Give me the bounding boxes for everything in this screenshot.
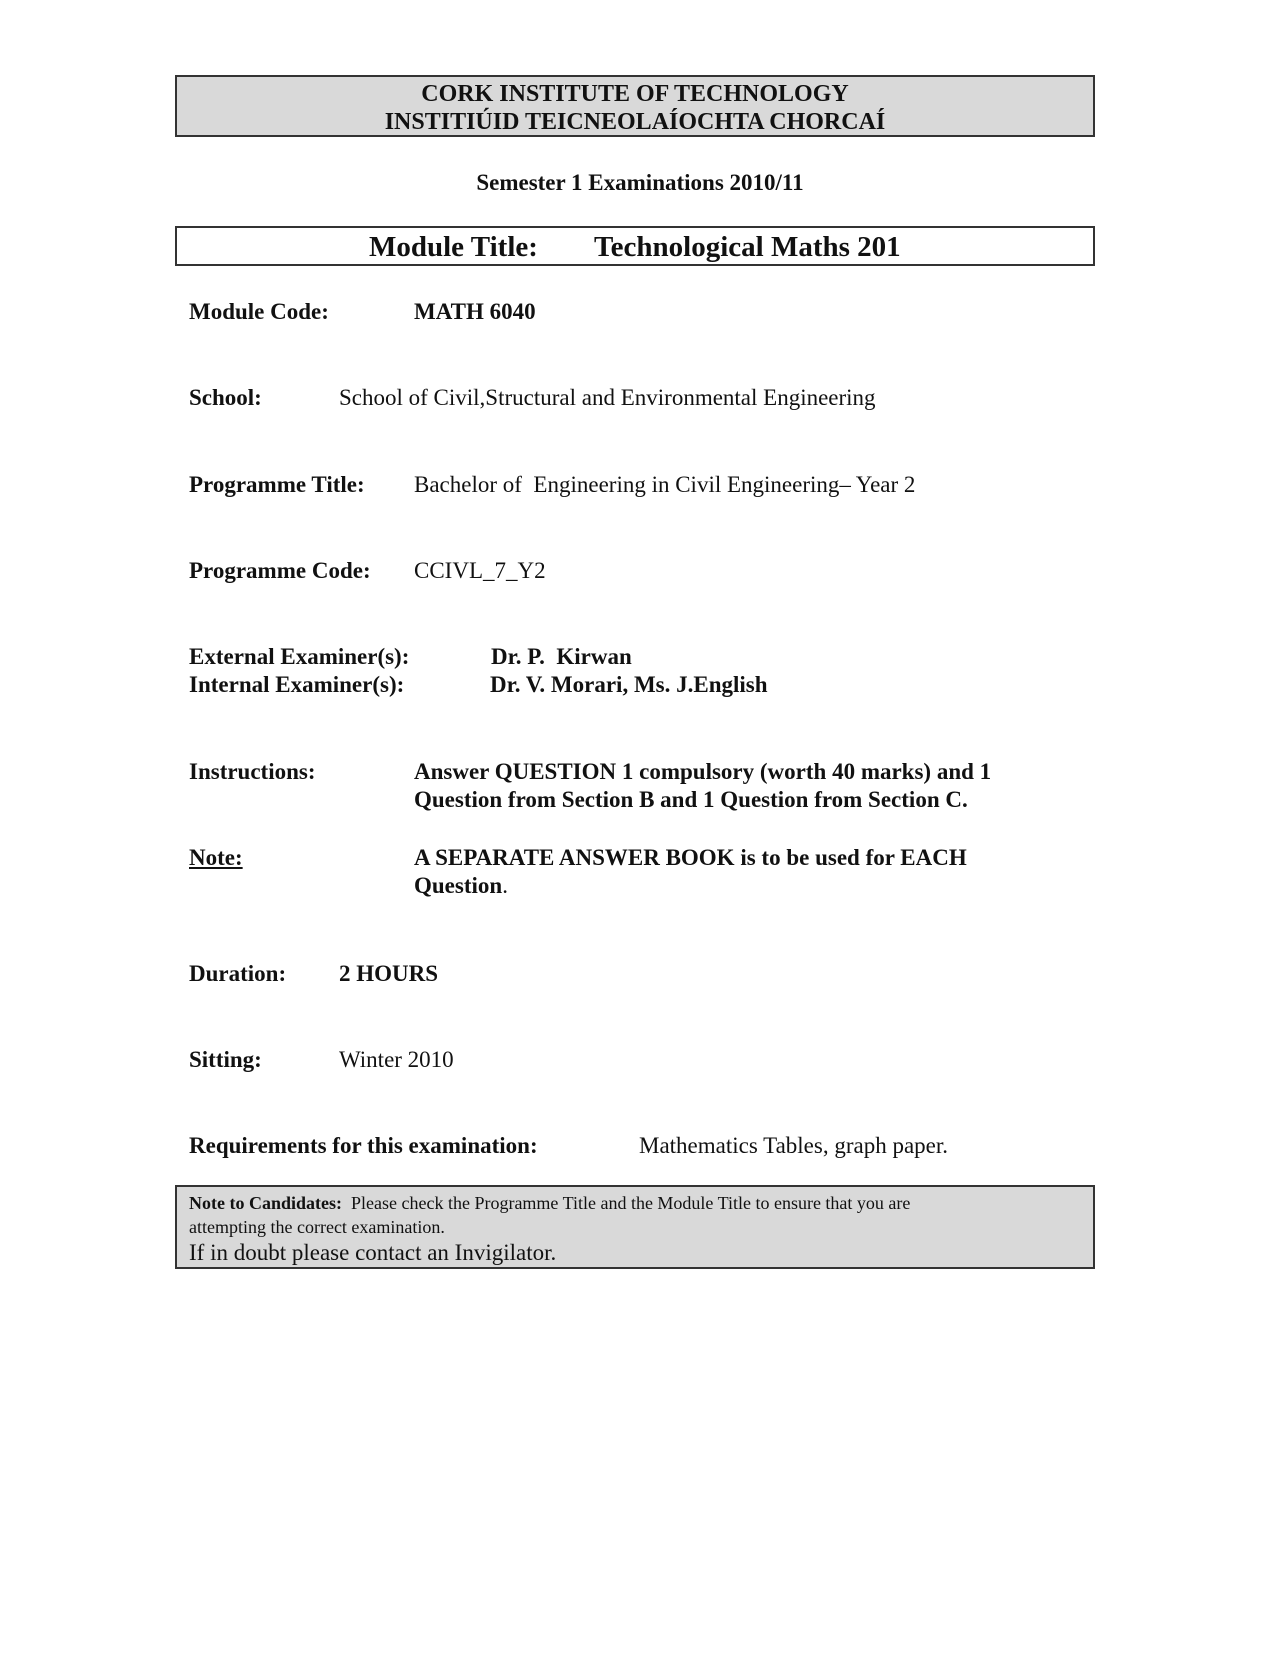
note-line-1: A SEPARATE ANSWER BOOK is to be used for EACH: [414, 845, 967, 870]
institution-name-irish: INSTITIÚID TEICNEOLAÍOCHTA CHORCAÍ: [384, 109, 886, 135]
note-label: Note:: [189, 845, 243, 870]
internal-examiner-value: Dr. V. Morari, Ms. J.English: [490, 672, 768, 697]
module-code-label: Module Code:: [189, 299, 329, 324]
sitting-value: Winter 2010: [339, 1047, 454, 1072]
external-examiner-label: External Examiner(s):: [189, 644, 410, 669]
school-value: School of Civil,Structural and Environmental Engineering: [339, 385, 876, 410]
module-title-value: Technological Maths 201: [594, 231, 901, 263]
note-to-candidates-box: [175, 1185, 1095, 1269]
programme-title-label: Programme Title:: [189, 472, 365, 497]
sitting-label: Sitting:: [189, 1047, 262, 1072]
module-title-label: Module Title:: [369, 231, 538, 263]
school-label: School:: [189, 385, 262, 410]
institution-name-english: CORK INSTITUTE OF TECHNOLOGY: [421, 81, 849, 107]
instructions-text: [414, 758, 991, 814]
programme-code-label: Programme Code:: [189, 558, 371, 583]
instructions-line-1: Answer QUESTION 1 compulsory (worth 40 marks) and 1: [414, 759, 992, 784]
instructions-line-2: Question from Section B and 1 Question from Section C.: [414, 787, 968, 812]
duration-value: 2 HOURS: [339, 961, 439, 986]
duration-label: Duration:: [189, 961, 287, 986]
note-to-candidates-line-2: attempting the correct examination.: [189, 1217, 445, 1237]
requirements-label: Requirements for this examination:: [189, 1133, 538, 1158]
semester-heading: Semester 1 Examinations 2010/11: [476, 170, 804, 195]
programme-code-value: CCIVL_7_Y2: [414, 558, 546, 583]
module-title-box: [175, 226, 1095, 266]
module-code-value: MATH 6040: [414, 299, 536, 324]
institution-header: [175, 75, 1095, 137]
note-to-candidates-label: Note to Candidates:: [189, 1193, 342, 1213]
note-to-candidates-line-1: [189, 1191, 1081, 1215]
note-text: [414, 844, 967, 900]
note-to-candidates-text: Please check the Programme Title and the Module Title to ensure that you are: [351, 1193, 911, 1213]
requirements-value: Mathematics Tables, graph paper.: [639, 1133, 949, 1158]
note-line-2: Question.: [414, 873, 508, 898]
note-to-candidates-line-3: If in doubt please contact an Invigilator.: [189, 1240, 557, 1265]
programme-title-value: Bachelor of Engineering in Civil Engineering– Year 2: [414, 472, 916, 497]
instructions-label: Instructions:: [189, 759, 316, 784]
external-examiner-value: Dr. P. Kirwan: [491, 644, 632, 669]
internal-examiner-label: Internal Examiner(s):: [189, 672, 405, 697]
